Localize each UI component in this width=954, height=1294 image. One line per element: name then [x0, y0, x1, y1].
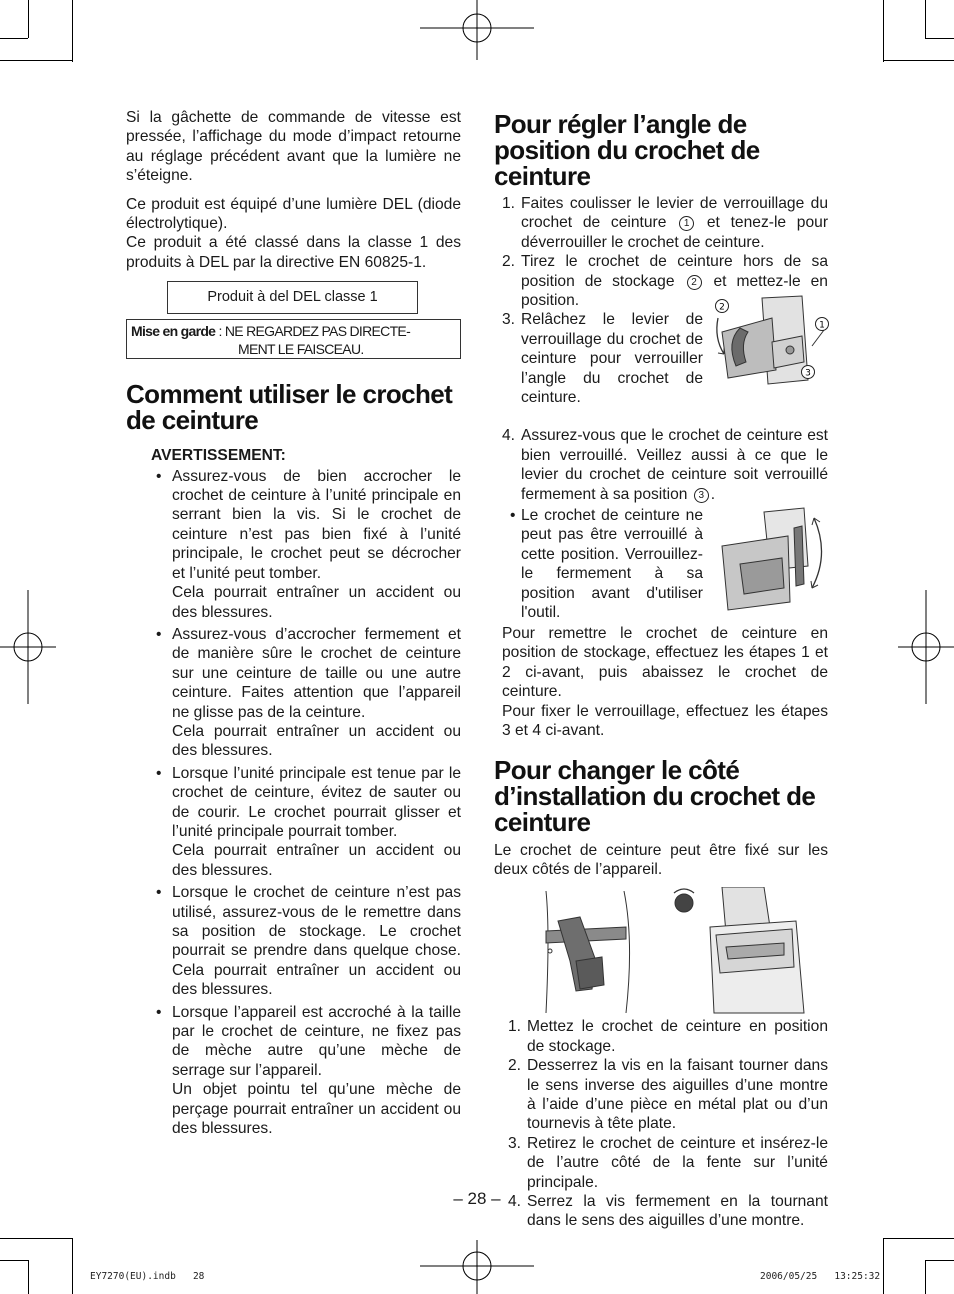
figure-tool-on-belt: [540, 891, 638, 1013]
step-text: Retirez le crochet de ceinture et insérez-le de l’autre côté de la fente sur l’unité principale.: [527, 1134, 828, 1191]
step-number: 1.: [508, 1018, 522, 1036]
figure-callout: 3: [805, 368, 811, 379]
step-text: Serrez la vis fermement en la tournant dans le sens des aiguilles d’une montre.: [527, 1192, 828, 1230]
paragraph-led: Ce produit est équipé d’une lumière DEL (diode électrolytique).: [126, 195, 461, 233]
warning-item-text: Lorsque l’appareil est accroché à la taille par le crochet de ceinture, ne fixez pas de mèche autre qu’une mèche de serrage sur l’appareil.: [172, 1003, 461, 1079]
callout-1: 1: [679, 216, 694, 231]
step-item: [494, 426, 828, 504]
footer-timestamp: 2006/05/25 13:25:32: [760, 1271, 881, 1282]
step-number: 2.: [502, 253, 516, 271]
warning-label: Mise en garde: [131, 323, 216, 340]
step-text: Assurez-vous que le crochet de ceinture est bien verrouillé. Veillez aussi à ce que le levier du crochet de ceinture soit verrouillé fermement à sa position: [521, 427, 828, 503]
figure-row: [494, 891, 828, 1017]
bullet-mark: •: [156, 884, 162, 902]
step-number: 1.: [502, 195, 516, 212]
step-text: et tenez-le pour déverrouiller le crochet de ceinture.: [521, 214, 829, 251]
note-text: Le crochet de ceinture ne peut pas être verrouillé à cette position. Verrouillez-le fermement à sa position avant d'utiliser l'outil.: [521, 507, 703, 622]
step-item: [494, 1056, 828, 1134]
step-text: Mettez le crochet de ceinture en position de stockage.: [527, 1018, 828, 1055]
warning-item-text: Assurez-vous d’accrocher fermement et de manière sûre le crochet de ceinture sur une ceinture de taille ou une autre ceinture. Faites attention que l’appareil ne glisse pas de la ceinture.: [172, 625, 461, 721]
note-block: [494, 506, 828, 624]
left-column: [126, 108, 461, 1138]
step-item: [494, 1017, 828, 1056]
change-side-steps: [494, 1017, 828, 1230]
angle-steps: [494, 194, 828, 504]
heading-change-side: Pour changer le côté d’installation du crochet de ceinture: [494, 754, 816, 837]
step-text: .: [710, 485, 716, 503]
step-number: 4.: [508, 1192, 522, 1210]
warning-text: NE REGARDEZ PAS DIRECTE-: [224, 323, 411, 340]
warning-item-note: Cela pourrait entraîner un accident ou des blessures.: [172, 722, 461, 760]
bullet-mark: •: [156, 625, 162, 643]
paragraph-impact-display: Si la gâchette de commande de vitesse est pressée, l’affichage du mode d’impact retourne au réglage précédent avant que la lumière ne s’éteigne.: [126, 109, 461, 185]
warning-separator: :: [215, 323, 225, 340]
step-item: [494, 1134, 828, 1192]
step-text: Faites coulisser le levier de verrouillage du crochet de ceinture: [521, 195, 828, 232]
step-number: 4.: [502, 427, 516, 445]
figure-hook-angle: [718, 506, 830, 618]
step-text: et mettez-le en position.: [521, 272, 828, 310]
warning-item-note: Cela pourrait entraîner un accident ou des blessures.: [172, 584, 461, 621]
paragraph-intro-change-side: Le crochet de ceinture peut être fixé sur les deux côtés de l’appareil.: [494, 841, 828, 878]
warning-text-cont: MENT LE FAISCEAU.: [238, 341, 364, 358]
figure-hook-unlock: [712, 292, 830, 392]
warning-item-note: Un objet pointu tel qu’une mèche de perçage pourrait entraîner un accident ou des blessures.: [172, 1081, 461, 1138]
step-text: Relâchez le levier de verrouillage du crochet de ceinture pour verrouiller l’angle du crochet de ceinture.: [521, 311, 703, 407]
paragraph-fix-lock: Pour fixer le verrouillage, effectuez les étapes 3 et 4 ci-avant.: [502, 702, 828, 740]
warning-item-text: Assurez-vous de bien accrocher le crochet de ceinture à l’unité principale en serrant bien la vis. Si le crochet de ceinture n’est pas bien fixé à l’unité principale, le crochet peut se décrocher et l’unité peut tomber.: [172, 467, 461, 582]
step-3-block: [494, 302, 828, 426]
footer-file: EY7270(EU).indb 28: [90, 1271, 205, 1282]
callout-3: 3: [694, 488, 709, 503]
warning-item: [126, 467, 461, 622]
warning-item: [126, 625, 461, 761]
warning-item-text: Lorsque l’unité principale est tenue par le crochet de ceinture, évitez de sauter ou de courir. Le crochet pourrait glisser et l’unité principale pourrait tomber.: [172, 764, 461, 840]
warning-item: [126, 764, 461, 880]
step-number: 3.: [508, 1134, 522, 1152]
warning-item-note: Cela pourrait entraîner un accident ou des blessures.: [172, 842, 461, 879]
right-column: [494, 108, 828, 1231]
warning-item-text: Lorsque le crochet de ceinture n’est pas utilisé, assurez-vous de le remettre dans sa position de stockage. Le crochet pourrait se prendre dans quelque chose. Cela pourrait entraîner un accident ou des blessures.: [172, 884, 461, 999]
step-item: [494, 1192, 828, 1231]
figure-callout: 2: [719, 302, 725, 313]
figure-remove-screw: [666, 887, 806, 1015]
paragraph-return-storage: Pour remettre le crochet de ceinture en position de stockage, effectuez les étapes 1 et 2 ci-avant, puis abaissez le crochet de ceinture.: [502, 625, 828, 701]
led-class-box: Produit à del DEL classe 1: [167, 281, 418, 314]
heading-belt-hook-usage: Comment utiliser le crochet de ceinture: [126, 379, 453, 436]
step-item: [494, 310, 703, 407]
step-text: Desserrez la vis en la faisant tourner dans le sens inverse des aiguilles d’une montre à l’aide d’une pièce en métal plat ou d’un tournevis à tête plate.: [527, 1057, 828, 1133]
callout-2: 2: [687, 275, 702, 290]
warning-subheading: AVERTISSEMENT:: [151, 447, 286, 465]
step-number: 2.: [508, 1057, 522, 1075]
step-number: 3.: [502, 311, 516, 329]
warning-box: [126, 319, 461, 359]
bullet-mark: •: [510, 507, 516, 525]
heading-adjust-angle: Pour régler l’angle de position du crochet de ceinture: [494, 109, 760, 191]
step-item: [494, 194, 828, 252]
bullet-mark: •: [156, 467, 162, 485]
bullet-mark: •: [156, 1003, 162, 1021]
page-number: – 28 –: [453, 1189, 501, 1208]
warning-item: [126, 1003, 461, 1139]
paragraph-led-class: Ce produit a été classé dans la classe 1 des produits à DEL par la directive EN 60825-1.: [126, 234, 461, 271]
bullet-mark: •: [156, 764, 162, 782]
figure-callout: 1: [819, 320, 825, 331]
warning-item: [126, 883, 461, 999]
step-text: Tirez le crochet de ceinture hors de sa position de stockage: [521, 253, 828, 290]
note-item: [494, 506, 703, 622]
